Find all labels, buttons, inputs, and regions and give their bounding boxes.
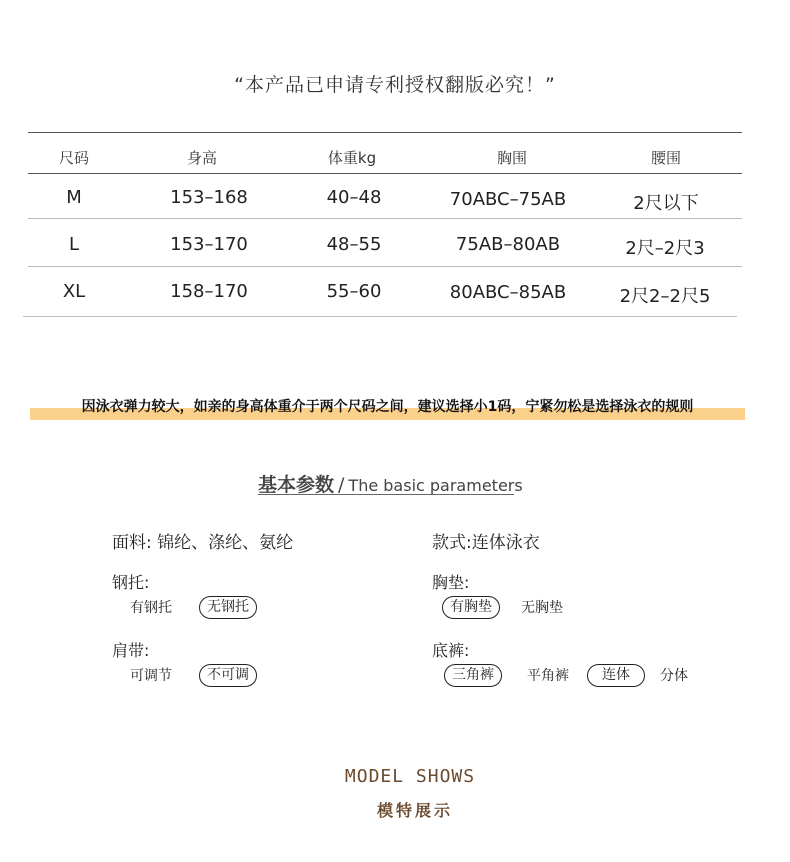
row-rule xyxy=(28,266,742,267)
bottom-label: 底裤: xyxy=(432,641,470,660)
model-shows-title-en: MODEL SHOWS xyxy=(344,766,476,787)
weight-cell: 55–60 xyxy=(326,281,382,302)
sizing-advice: 因泳衣弹力较大，如亲的身高体重介于两个尺码之间，建议选择小1码，宁紧勿松是选择泳衣的规则 xyxy=(81,399,694,415)
params-title xyxy=(258,470,523,497)
header-rule xyxy=(28,173,742,174)
params-title-separator: / xyxy=(338,474,345,496)
height-cell: 153–168 xyxy=(170,187,248,208)
option-boyshort: 平角裤 xyxy=(527,668,569,684)
waist-cell: 2尺以下 xyxy=(633,193,699,214)
option-no-pad: 无胸垫 xyxy=(521,600,563,616)
option-with-pad-selected: 有胸垫 xyxy=(442,596,500,619)
bust-cell: 75AB–80AB xyxy=(455,234,561,255)
weight-cell: 40–48 xyxy=(326,187,382,208)
size-table xyxy=(28,132,742,318)
bust-cell: 80ABC–85AB xyxy=(449,282,567,303)
option-adjustable-strap: 可调节 xyxy=(130,668,172,684)
header-weight: 体重kg xyxy=(327,149,377,167)
params-title-zh: 基本参数 xyxy=(258,474,335,496)
option-non-adjustable-strap-selected: 不可调 xyxy=(199,664,257,687)
height-cell: 158–170 xyxy=(170,281,248,302)
waist-cell: 2尺2–2尺5 xyxy=(619,286,711,307)
params-title-underline xyxy=(258,494,514,495)
waist-cell: 2尺–2尺3 xyxy=(625,238,705,259)
bust-cell: 70ABC–75AB xyxy=(449,189,567,210)
pad-label: 胸垫: xyxy=(432,573,470,592)
size-cell: XL xyxy=(62,281,86,302)
row-rule xyxy=(28,218,742,219)
option-one-piece-selected: 连体 xyxy=(587,664,645,687)
fabric-value: 锦纶、涤纶、氨纶 xyxy=(157,533,294,553)
header-size: 尺码 xyxy=(58,149,89,167)
style-spec xyxy=(432,528,540,553)
table-bottom-rule xyxy=(23,316,737,317)
strap-label: 肩带: xyxy=(112,641,150,660)
copyright-notice: “本产品已申请专利授权翻版必究！” xyxy=(234,74,556,96)
style-value: 连体泳衣 xyxy=(471,533,540,553)
fabric-spec xyxy=(112,528,293,553)
params-title-en: The basic parameters xyxy=(348,476,523,495)
header-bust: 胸围 xyxy=(496,149,527,167)
fabric-label: 面料: xyxy=(112,533,152,553)
size-cell: M xyxy=(66,187,82,208)
model-shows-title-zh: 模特展示 xyxy=(376,801,453,820)
underwire-label: 钢托: xyxy=(112,573,150,592)
height-cell: 153–170 xyxy=(170,234,248,255)
option-with-underwire: 有钢托 xyxy=(130,600,172,616)
option-brief-selected: 三角裤 xyxy=(444,664,502,687)
header-waist: 腰围 xyxy=(650,149,681,167)
style-label: 款式: xyxy=(432,533,472,553)
weight-cell: 48–55 xyxy=(326,234,382,255)
option-no-underwire-selected: 无钢托 xyxy=(199,596,257,619)
size-cell: L xyxy=(68,234,80,255)
table-top-rule xyxy=(28,132,742,133)
option-two-piece: 分体 xyxy=(660,668,688,684)
header-height: 身高 xyxy=(186,149,217,167)
